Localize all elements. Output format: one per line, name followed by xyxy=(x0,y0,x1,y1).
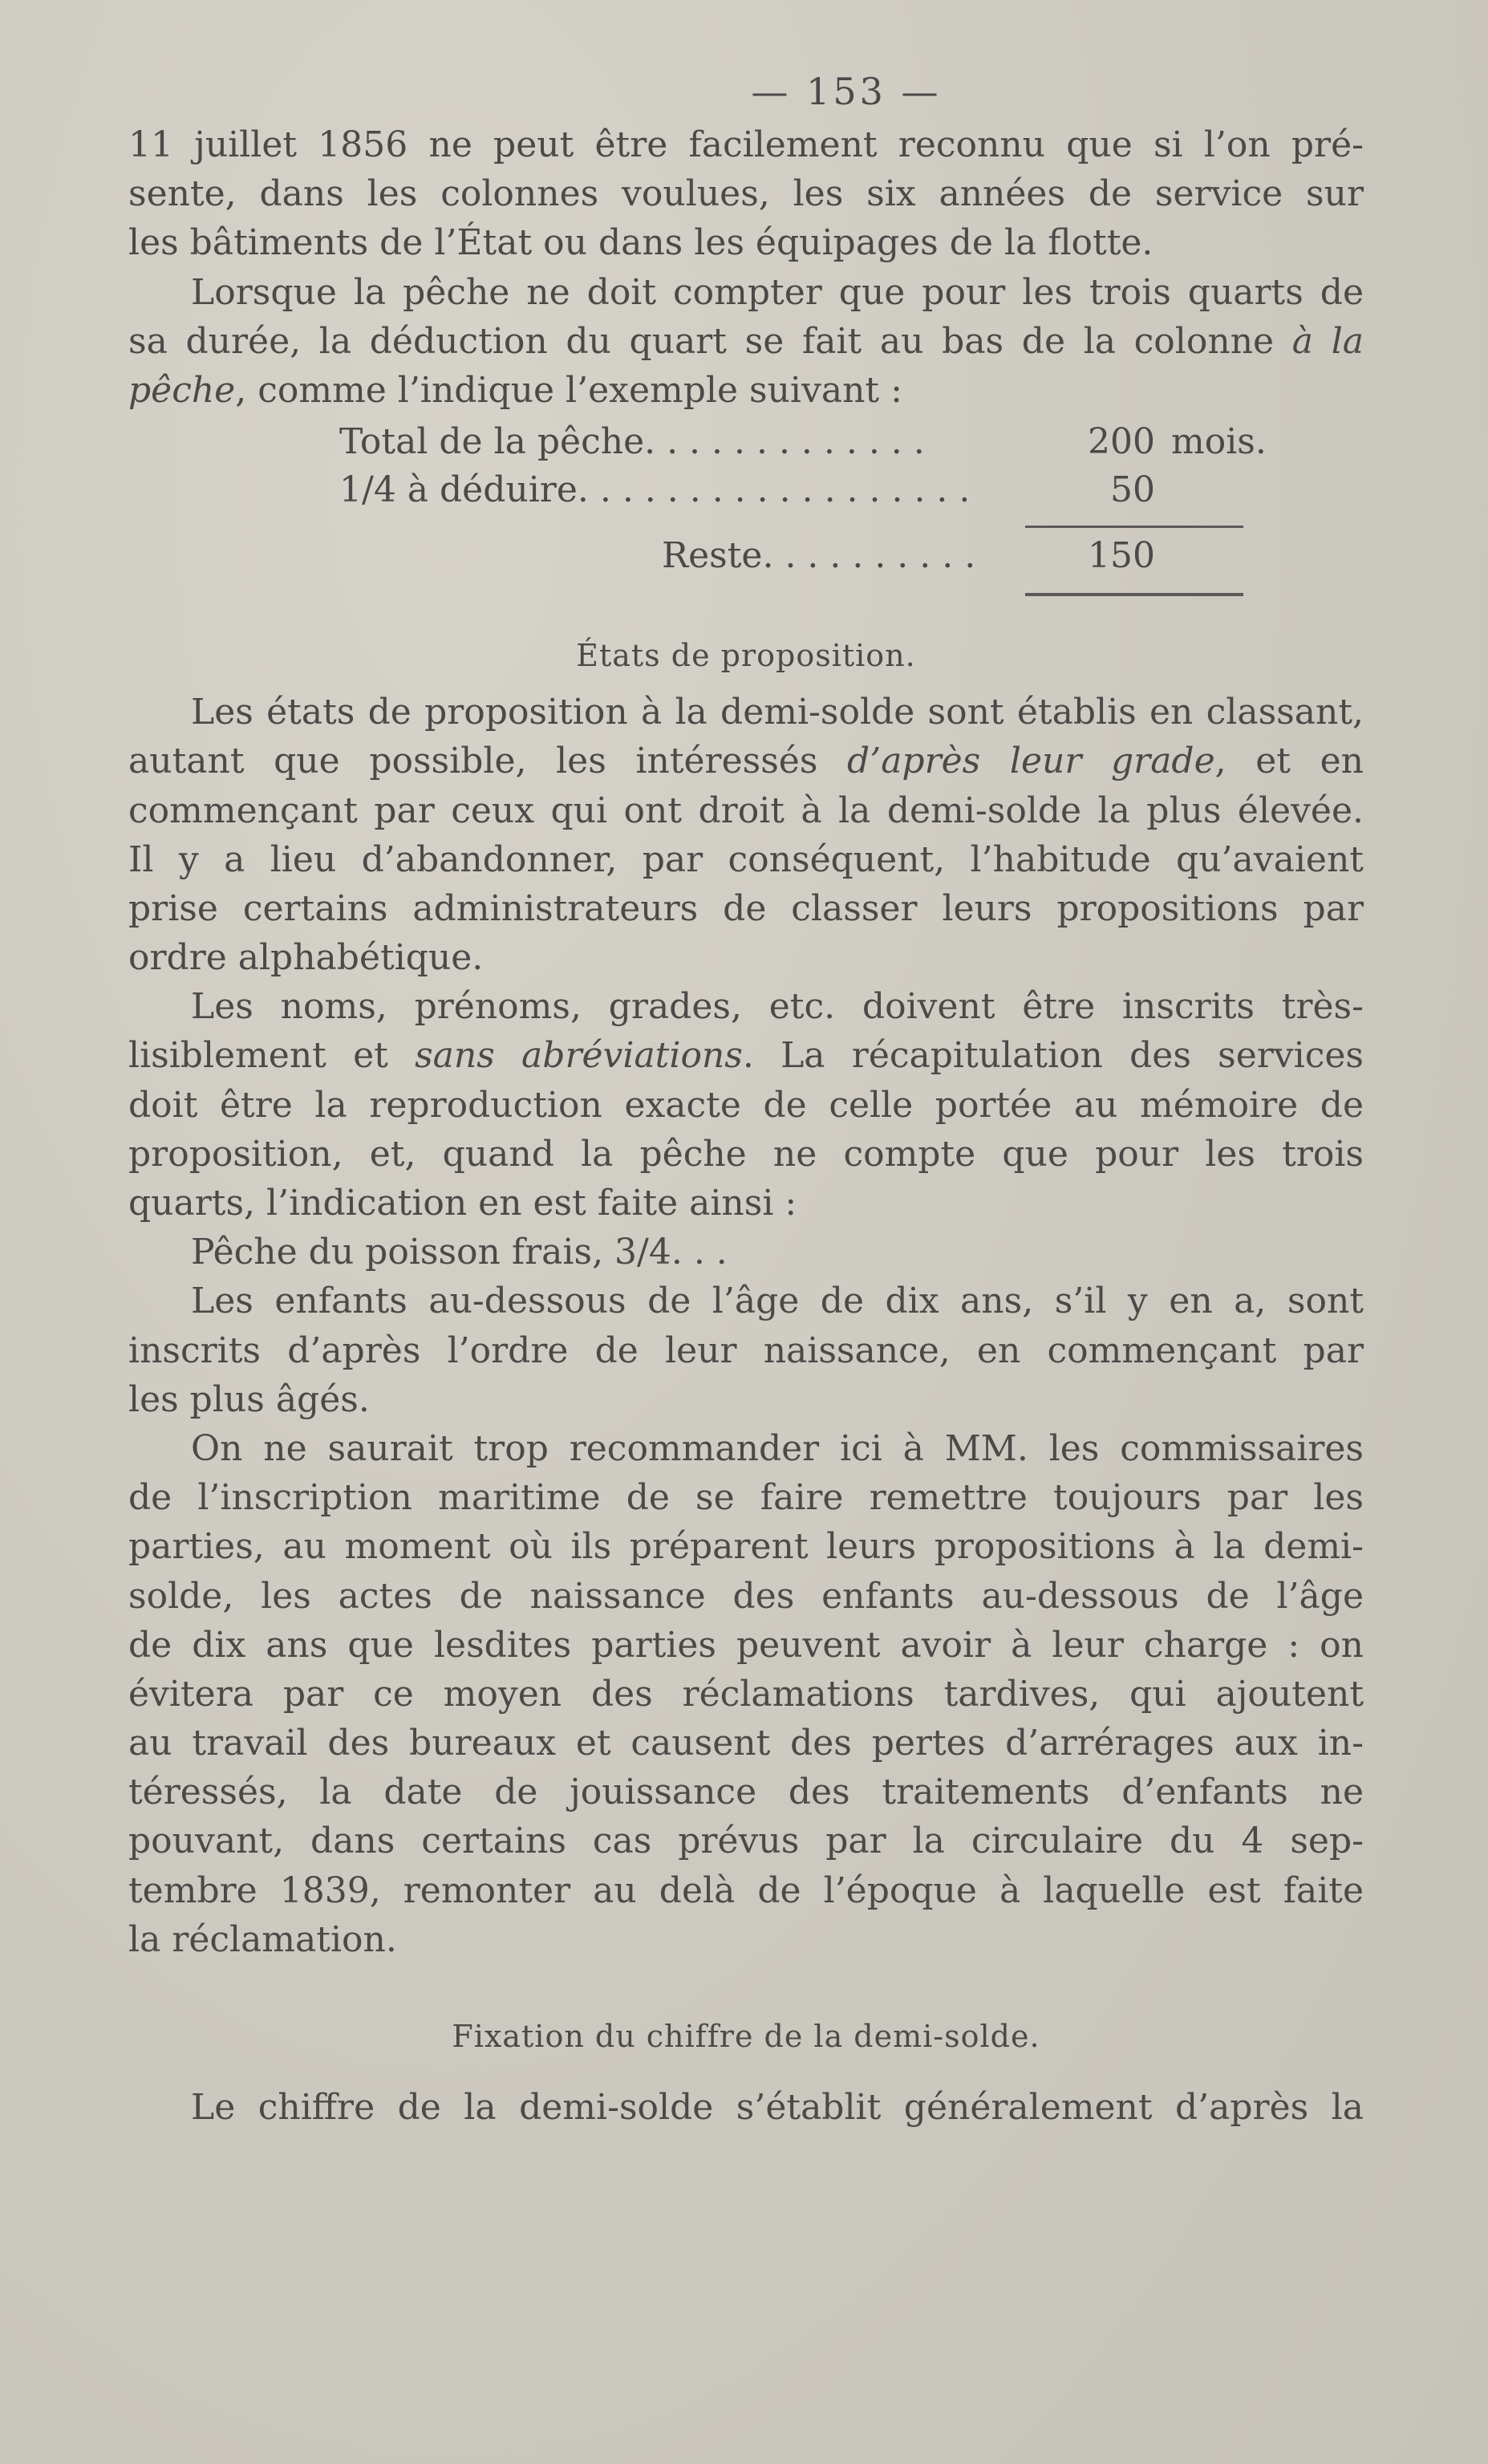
text-segment: . La récapitulation des services xyxy=(742,1035,1364,1077)
total-value: 200 xyxy=(1088,421,1155,463)
deduct-value: 50 xyxy=(1110,469,1155,511)
text-line xyxy=(128,982,1364,1031)
text-line: solde, les actes de naissance des enfants au-dessous de l’âge xyxy=(128,1575,1364,1617)
italic-text: pêche xyxy=(128,369,236,411)
text-line: Lorsque la pêche ne doit compter que pour les trois quarts de xyxy=(191,271,1364,313)
sum-rule xyxy=(1025,526,1243,528)
page-number: — 153 — xyxy=(751,70,942,113)
total-unit: mois. xyxy=(1171,421,1267,463)
text-line: évitera par ce moyen des réclamations tardives, qui ajoutent xyxy=(128,1673,1364,1715)
text-line: On ne saurait trop recommander ici à MM. les commissaires xyxy=(191,1427,1364,1469)
italic-text: d’après leur grade xyxy=(847,741,1215,782)
text-line: de dix ans que lesdites parties peuvent avoir à leur charge : on xyxy=(128,1624,1364,1666)
text-segment: autant que possible, les intéressés xyxy=(128,741,848,782)
total-rule xyxy=(1025,593,1243,596)
text-line: de l’inscription maritime de se faire remettre toujours par les xyxy=(128,1477,1364,1519)
calculation-block xyxy=(128,415,1364,601)
text-segment: ordre alphabétique. xyxy=(128,937,484,979)
text-line xyxy=(128,1081,1364,1130)
paragraph-etats-3 xyxy=(128,1228,1364,1277)
italic-text: sans abréviations xyxy=(415,1035,743,1077)
paragraph-etats-4 xyxy=(128,1277,1364,1424)
text-line: tembre 1839, remonter au delà de l’époque à laquelle est faite xyxy=(128,1869,1364,1911)
text-segment: doit être la reproduction exacte de celle portée au mémoire de xyxy=(128,1084,1364,1126)
text-line xyxy=(128,1031,1364,1080)
text-line xyxy=(128,884,1364,933)
paragraph-etats-5 xyxy=(128,1424,1364,1964)
text-line xyxy=(128,835,1364,884)
italic-text: à la xyxy=(1291,320,1364,362)
text-line: au travail des bureaux et causent des pertes d’arrérages aux in- xyxy=(128,1723,1364,1764)
deduct-label: 1/4 à déduire. . . . . . . . . . . . . . . . . . xyxy=(339,469,971,511)
text-line: les plus âgés. xyxy=(128,1378,370,1420)
text-line xyxy=(128,933,1364,982)
text-segment: Les noms, prénoms, grades, etc. doivent être inscrits très- xyxy=(191,986,1364,1028)
rest-label: Reste. . . . . . . . . . xyxy=(662,535,976,577)
text-line: parties, au moment où ils préparent leurs propositions à la demi- xyxy=(128,1526,1364,1568)
section-heading-fixation: Fixation du chiffre de la demi-solde. xyxy=(452,2019,1040,2054)
page xyxy=(128,63,1364,2132)
paragraph-etats-1 xyxy=(128,688,1364,982)
text-segment: Il y a lieu d’abandonner, par conséquent, l’habitude qu’avaient xyxy=(128,838,1364,880)
total-label: Total de la pêche. . . . . . . . . . . . . xyxy=(339,421,925,463)
text-line: inscrits d’après l’ordre de leur naissance, en commençant par xyxy=(128,1329,1364,1371)
text-line xyxy=(128,786,1364,835)
section-heading-etats: États de proposition. xyxy=(576,638,916,674)
text-segment: proposition, et, quand la pêche ne compte que pour les trois xyxy=(128,1133,1364,1175)
text-segment: commençant par ceux qui ont droit à la demi-solde la plus élevée. xyxy=(128,790,1364,831)
text-line: Le chiffre de la demi-solde s’établit généralement d’après la xyxy=(191,2087,1364,2128)
text-segment: prise certains administrateurs de classer leurs propositions par xyxy=(128,887,1364,929)
text-segment: sa durée, la déduction du quart se fait au bas de la colonne xyxy=(128,320,1275,362)
peche-paragraph xyxy=(128,268,1364,416)
rest-value: 150 xyxy=(1088,535,1155,577)
text-line xyxy=(128,1179,1364,1228)
text-segment: , et en xyxy=(1214,741,1364,782)
text-line: la réclamation. xyxy=(128,1918,397,1960)
text-line: téressés, la date de jouissance des traitements d’enfants ne xyxy=(128,1772,1364,1813)
text-line xyxy=(128,737,1364,785)
text-line: sente, dans les colonnes voulues, les six années de service sur xyxy=(128,173,1364,215)
intro-paragraph xyxy=(128,120,1364,268)
text-line xyxy=(128,366,1364,415)
text-line xyxy=(128,317,1364,366)
text-line xyxy=(128,688,1364,737)
paragraph-fixation-1 xyxy=(128,2083,1364,2132)
text-line: Les enfants au-dessous de l’âge de dix ans, s’il y en a, sont xyxy=(191,1281,1364,1322)
paragraph-etats-2 xyxy=(128,982,1364,1228)
text-segment: Les états de proposition à la demi-solde sont établis en classant, xyxy=(191,692,1364,733)
text-segment: lisiblement et xyxy=(128,1035,416,1077)
text-line: les bâtiments de l’État ou dans les équipages de la flotte. xyxy=(128,222,1154,264)
text-line: pouvant, dans certains cas prévus par la circulaire du 4 sep- xyxy=(128,1821,1364,1862)
text-segment: , comme l’indique l’exemple suivant : xyxy=(235,369,902,411)
text-line: 11 juillet 1856 ne peut être facilement reconnu que si l’on pré- xyxy=(128,124,1364,165)
text-line xyxy=(128,1130,1364,1179)
text-line: Pêche du poisson frais, 3/4. . . xyxy=(191,1232,728,1273)
text-segment: quarts, l’indication en est faite ainsi : xyxy=(128,1183,797,1224)
